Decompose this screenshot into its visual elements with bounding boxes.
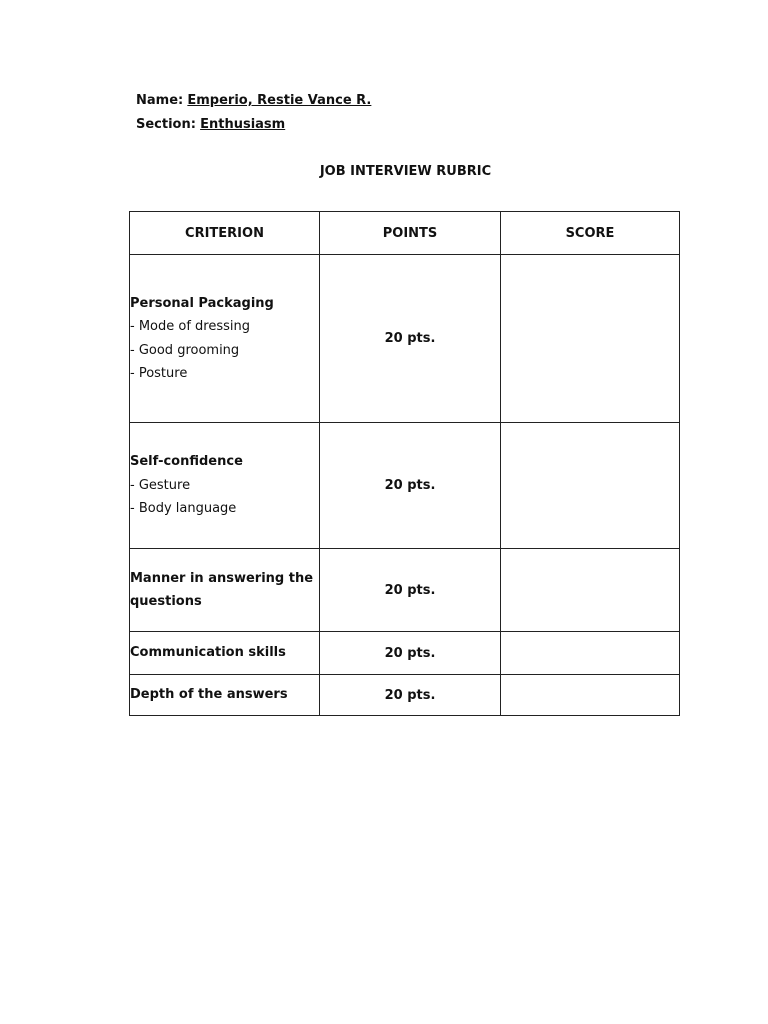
- criterion-subitem: - Good grooming: [130, 342, 240, 358]
- score-cell[interactable]: [501, 423, 680, 549]
- name-value: Emperio, Restie Vance R.: [187, 93, 372, 108]
- table-row: [130, 255, 680, 423]
- criterion-cell: [130, 549, 320, 632]
- document-title: JOB INTERVIEW RUBRIC: [319, 164, 492, 179]
- criterion-subitem: - Posture: [130, 366, 188, 381]
- points-cell: 20 pts.: [320, 632, 501, 675]
- criterion-cell: [130, 675, 320, 716]
- points-cell: 20 pts.: [320, 255, 501, 423]
- table-header-row: [130, 212, 680, 255]
- criterion-cell: [130, 255, 320, 423]
- section-label: Section:: [136, 117, 196, 132]
- score-cell[interactable]: [501, 255, 680, 423]
- score-cell[interactable]: [501, 675, 680, 716]
- points-cell: 20 pts.: [320, 549, 501, 632]
- criterion-subitem: - Body language: [130, 501, 237, 517]
- criterion-subitem: - Mode of dressing: [130, 319, 250, 334]
- criterion-title: Self-confidence: [130, 454, 243, 470]
- criterion-title: Communication skills: [130, 645, 286, 661]
- score-cell[interactable]: [501, 632, 680, 675]
- rubric-table: [129, 211, 680, 716]
- table-row: [130, 675, 680, 716]
- column-header-criterion: CRITERION: [130, 212, 320, 255]
- name-field: [136, 92, 371, 110]
- criterion-title: Depth of the answers: [130, 687, 288, 703]
- criterion-cell: [130, 423, 320, 549]
- column-header-score: SCORE: [501, 212, 680, 255]
- score-cell[interactable]: [501, 549, 680, 632]
- criterion-title: Personal Packaging: [130, 295, 274, 311]
- points-cell: 20 pts.: [320, 423, 501, 549]
- criterion-title-line: questions: [130, 594, 202, 609]
- table-row: [130, 632, 680, 675]
- points-cell: 20 pts.: [320, 675, 501, 716]
- section-field: [136, 116, 285, 134]
- name-label: Name:: [136, 93, 184, 108]
- criterion-subitem: - Gesture: [130, 477, 191, 493]
- column-header-points: POINTS: [320, 212, 501, 255]
- criterion-cell: [130, 632, 320, 675]
- section-value: Enthusiasm: [200, 117, 286, 132]
- table-row: [130, 423, 680, 549]
- criterion-title-line: Manner in answering the: [130, 570, 314, 586]
- table-row: [130, 549, 680, 632]
